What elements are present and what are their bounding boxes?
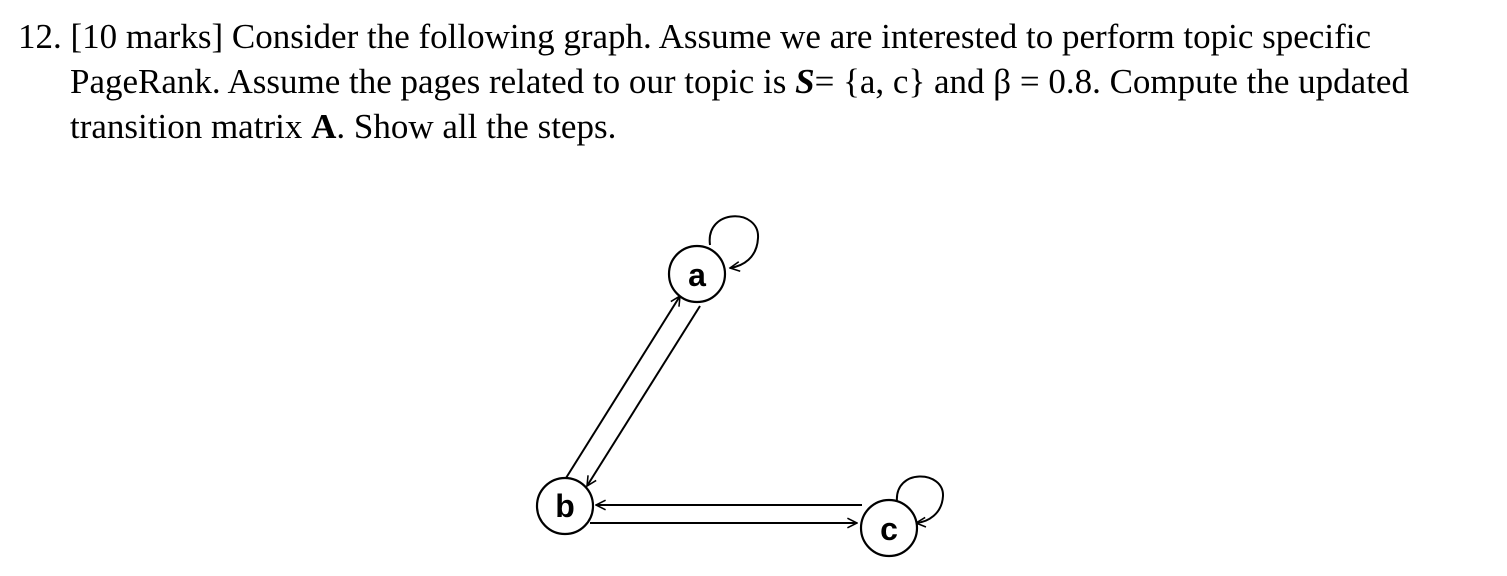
matrix-symbol: A (311, 107, 337, 146)
node-b-label: b (555, 488, 575, 524)
question-text-2b: = {a, c} and β = 0.8. Compute the updated (814, 62, 1409, 101)
question-text-3b: . Show all the steps. (336, 107, 617, 146)
question-text-2a: PageRank. Assume the pages related to our topic is (70, 62, 787, 101)
question-text-3a: transition matrix (70, 107, 303, 146)
edge-a-b (587, 306, 700, 486)
node-c-label: c (880, 511, 898, 547)
node-c (861, 500, 917, 556)
question-number: 12. (18, 17, 62, 56)
node-b (537, 478, 593, 534)
question-text-1: Consider the following graph. Assume we are interested to perform topic specific (231, 17, 1371, 56)
edge-b-a (566, 296, 680, 478)
question-marks: [10 marks] (70, 17, 224, 56)
node-a (669, 246, 725, 302)
node-a-label: a (688, 257, 706, 293)
set-symbol: S (795, 62, 815, 101)
